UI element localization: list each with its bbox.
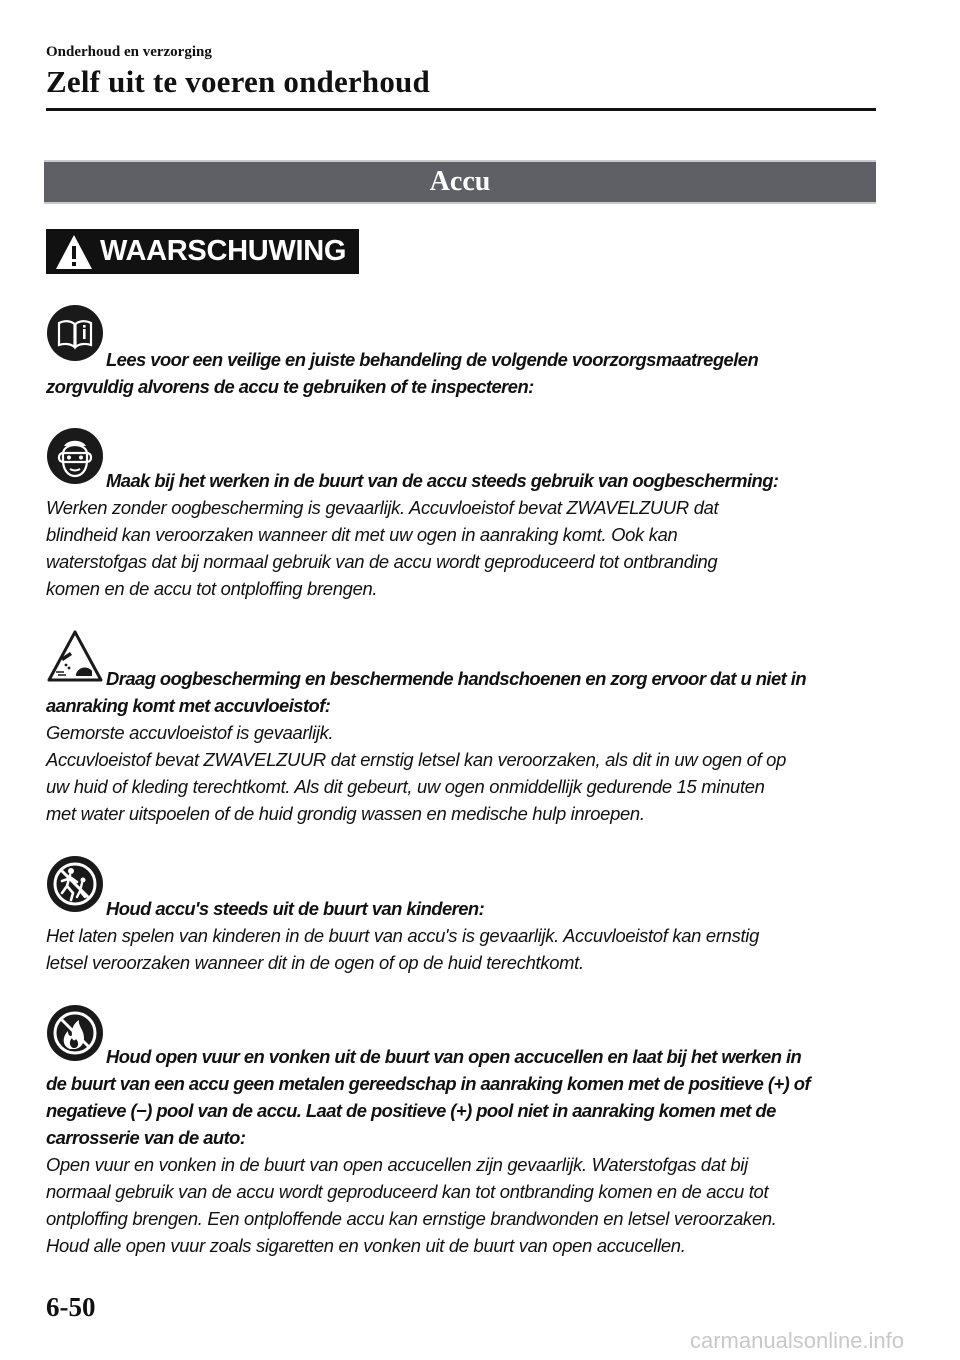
precaution-heading: Houd accu's steeds uit de buurt van kinderen:	[106, 898, 485, 919]
precaution-body-line: Open vuur en vonken in de buurt van open accucellen zijn gevaarlijk. Waterstofgas dat bij	[46, 1154, 748, 1175]
watermark: carmanualsonline.info	[690, 1328, 905, 1353]
precaution-heading: Draag oogbescherming en beschermende handschoenen en zorg ervoor dat u niet in	[106, 668, 807, 689]
precaution-body-line: normaal gebruik van de accu wordt geproduceerd kan tot ontbranding komen en de accu tot	[46, 1181, 769, 1202]
precaution-body-line: Het laten spelen van kinderen in de buurt van accu's is gevaarlijk. Accuvloeistof kan ernstig	[46, 925, 760, 946]
precaution-heading-line: zorgvuldig alvorens de accu te gebruiken of te inspecteren:	[46, 376, 534, 397]
keep-away-children-icon	[46, 855, 104, 913]
no-open-flame-icon	[46, 1004, 104, 1062]
precaution-body-line: met water uitspoelen of de huid grondig wassen en medische hulp inroepen.	[46, 803, 645, 824]
page-title: Zelf uit te voeren onderhoud	[46, 64, 430, 99]
precaution-body-line: Werken zonder oogbescherming is gevaarlijk. Accuvloeistof bevat ZWAVELZUUR dat	[46, 497, 719, 518]
precaution-body-line: letsel veroorzaken wanneer dit in de ogen of op de huid terechtkomt.	[46, 952, 584, 973]
section-title: Accu	[429, 166, 491, 197]
page-number: 6-50	[46, 1292, 96, 1322]
manual-book-icon	[46, 304, 104, 362]
section-band	[44, 160, 876, 204]
precaution-heading-line: de buurt van een accu geen metalen gereedschap in aanraking komen met de positieve (+) of	[46, 1073, 811, 1094]
precaution-heading: Lees voor een veilige en juiste behandeling de volgende voorzorgsmaatregelen	[106, 349, 759, 370]
precaution-heading: Maak bij het werken in de buurt van de accu steeds gebruik van oogbescherming:	[106, 470, 779, 491]
precaution-heading: Houd open vuur en vonken uit de buurt van open accucellen en laat bij het werken in	[106, 1046, 802, 1067]
precaution-body-line: blindheid kan veroorzaken wanneer dit met uw ogen in aanraking komt. Ook kan	[46, 524, 678, 545]
warning-box	[46, 229, 359, 274]
precaution-heading-line: negatieve (−) pool van de accu. Laat de positieve (+) pool niet in aanraking komen met de	[46, 1100, 776, 1121]
warning-label: WAARSCHUWING	[100, 235, 347, 267]
precaution-body-line: uw huid of kleding terechtkomt. Als dit gebeurt, uw ogen onmiddellijk gedurende 15 minuten	[46, 776, 765, 797]
precaution-body-line: komen en de accu tot ontploffing brengen.	[46, 578, 378, 599]
eye-protection-icon	[46, 427, 104, 485]
precaution-body-line: Houd alle open vuur zoals sigaretten en vonken uit de buurt van open accucellen.	[46, 1235, 686, 1256]
title-rule	[46, 108, 876, 111]
precaution-body-line: Accuvloeistof bevat ZWAVELZUUR dat ernstig letsel kan veroorzaken, als dit in uw ogen of op	[46, 749, 787, 770]
corrosive-warning-icon	[46, 628, 104, 686]
warning-triangle-icon	[54, 232, 94, 272]
running-head: Onderhoud en verzorging	[46, 44, 212, 60]
precaution-body-line: ontploffing brengen. Een ontploffende accu kan ernstige brandwonden en letsel veroorzaken.	[46, 1208, 777, 1229]
precaution-body-line: waterstofgas dat bij normaal gebruik van de accu wordt geproduceerd tot ontbranding	[46, 551, 718, 572]
precaution-heading-line: aanraking komt met accuvloeistof:	[46, 695, 331, 716]
precaution-body-line: Gemorste accuvloeistof is gevaarlijk.	[46, 722, 334, 743]
precaution-heading-line: carrosserie van de auto:	[46, 1127, 246, 1148]
